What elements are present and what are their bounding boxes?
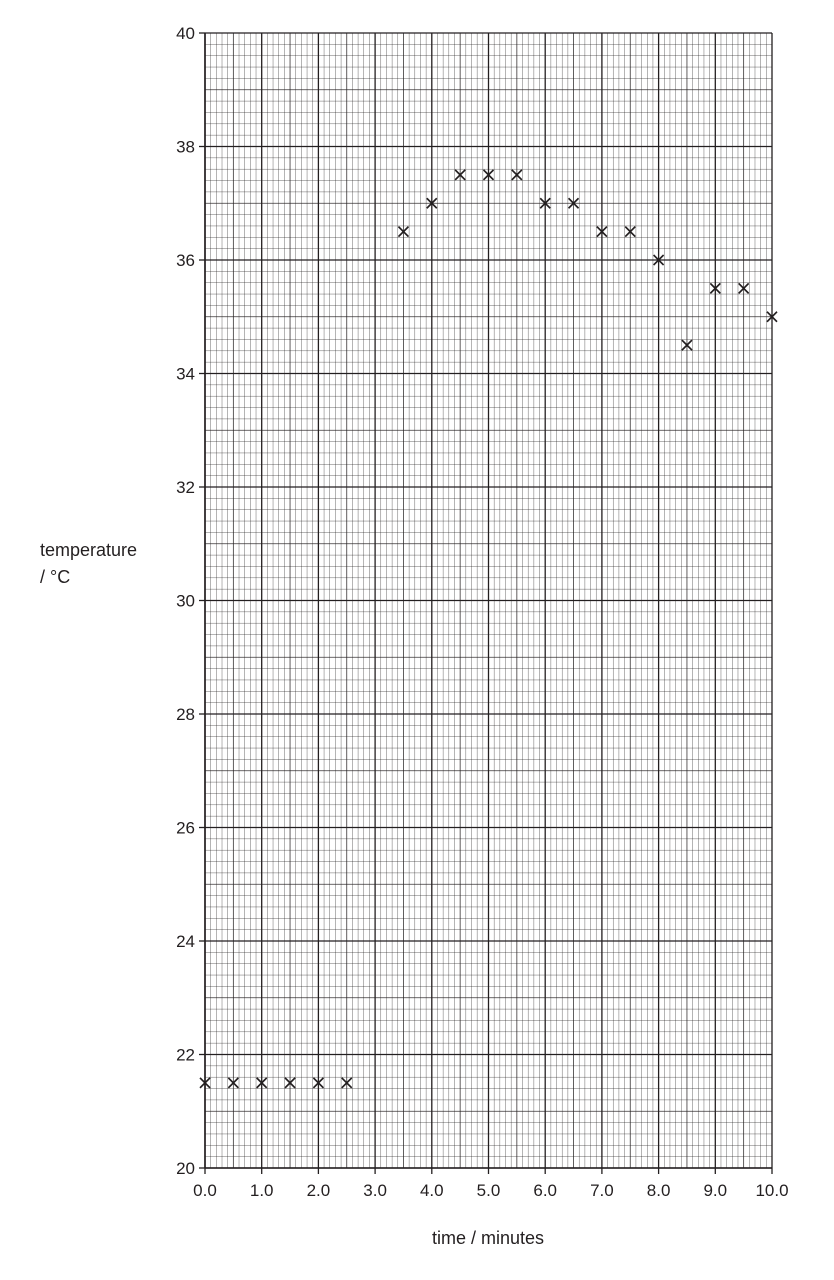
x-axis-title: time / minutes xyxy=(431,1228,545,1248)
y-tick-label: 22 xyxy=(176,1045,195,1065)
y-tick-label: 30 xyxy=(176,591,195,611)
x-tick-label: 8.0 xyxy=(646,1181,671,1200)
x-tick-label: 5.0 xyxy=(476,1181,501,1200)
x-tick-label: 6.0 xyxy=(533,1181,558,1200)
y-tick-label: 38 xyxy=(176,137,195,157)
y-axis-title-line-2: / °C xyxy=(40,567,71,587)
x-tick-label: 10.0 xyxy=(755,1181,789,1200)
x-tick-labels xyxy=(193,1168,788,1200)
y-tick-labels xyxy=(176,24,205,1178)
y-axis-title-line-1: temperature xyxy=(40,540,138,560)
grid xyxy=(205,33,772,1168)
x-tick-label: 9.0 xyxy=(703,1181,728,1200)
y-tick-label: 26 xyxy=(176,818,195,838)
x-tick-label: 0.0 xyxy=(193,1181,217,1200)
y-tick-label: 20 xyxy=(176,1159,195,1178)
x-tick-label: 7.0 xyxy=(590,1181,614,1200)
x-tick-label: 4.0 xyxy=(419,1181,444,1200)
x-tick-label: 1.0 xyxy=(249,1181,274,1200)
x-tick-label: 2.0 xyxy=(306,1181,331,1200)
x-tick-label: 3.0 xyxy=(363,1181,387,1200)
y-tick-label: 32 xyxy=(176,478,195,497)
y-tick-label: 36 xyxy=(176,251,195,270)
y-tick-label: 24 xyxy=(176,932,195,951)
y-tick-label: 28 xyxy=(176,705,195,724)
y-tick-label: 34 xyxy=(176,364,195,384)
y-tick-label: 40 xyxy=(176,24,195,43)
